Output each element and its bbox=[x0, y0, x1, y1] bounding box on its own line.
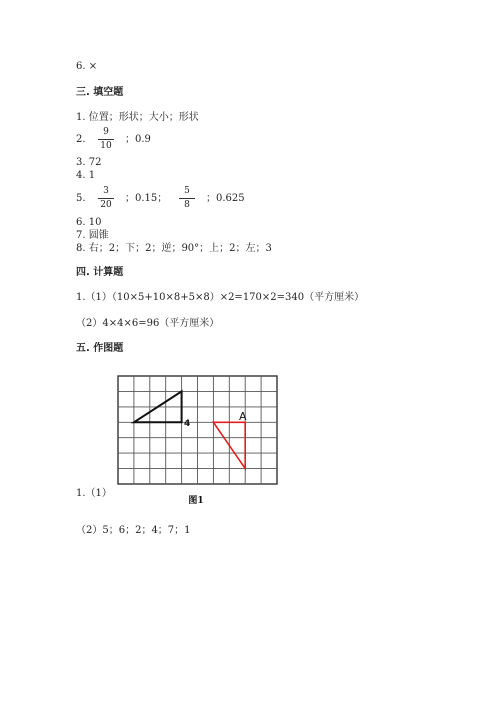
fraction-3-20 bbox=[98, 186, 114, 211]
figure-caption: 图1 bbox=[188, 496, 204, 506]
calc-answer-1: 1.（1）（10×5+10×8+5×8）×2=170×2=340（平方厘米） bbox=[76, 292, 365, 303]
answer-6: 6. × bbox=[76, 61, 98, 72]
fraction-denominator: 20 bbox=[100, 200, 112, 210]
fraction-numerator: 3 bbox=[103, 186, 109, 196]
draw-answer-2: （2）5；6；2；4；7；1 bbox=[76, 525, 191, 536]
fill-answer-7: 7. 圆锥 bbox=[76, 230, 109, 241]
fill-answer-2-suffix: ；0.9 bbox=[125, 134, 151, 145]
fill-answer-6: 6. 10 bbox=[76, 217, 102, 228]
section-fill-in: 三. 填空题 bbox=[76, 87, 124, 98]
fill-answer-3: 3. 72 bbox=[76, 157, 102, 168]
fraction-denominator: 10 bbox=[100, 141, 112, 151]
calc-answer-2: （2）4×4×6=96（平方厘米） bbox=[76, 318, 220, 329]
fraction-5-8 bbox=[179, 186, 195, 211]
label-a: A bbox=[239, 410, 247, 423]
fraction-9-10 bbox=[98, 127, 114, 152]
fill-answer-5-suffix: ；0.625 bbox=[206, 193, 245, 204]
section-calculation: 四. 计算题 bbox=[76, 267, 124, 278]
fraction-numerator: 5 bbox=[184, 186, 190, 196]
fill-answer-5-prefix: 5. bbox=[76, 193, 86, 204]
grid-figure bbox=[117, 375, 279, 507]
section-drawing: 五. 作图题 bbox=[76, 343, 124, 354]
fraction-numerator: 9 bbox=[103, 127, 109, 137]
fill-answer-5-mid: ；0.15； bbox=[125, 193, 168, 204]
fill-answer-2-prefix: 2. bbox=[76, 134, 86, 145]
fill-answer-8: 8. 右；2；下；2；逆；90°；上；2；左；3 bbox=[76, 243, 272, 254]
label-4: 4 bbox=[184, 419, 191, 429]
draw-answer-1: 1.（1） bbox=[76, 488, 112, 499]
fill-answer-4: 4. 1 bbox=[76, 170, 96, 181]
fraction-denominator: 8 bbox=[184, 200, 190, 210]
fill-answer-1: 1. 位置；形状；大小；形状 bbox=[76, 112, 199, 123]
